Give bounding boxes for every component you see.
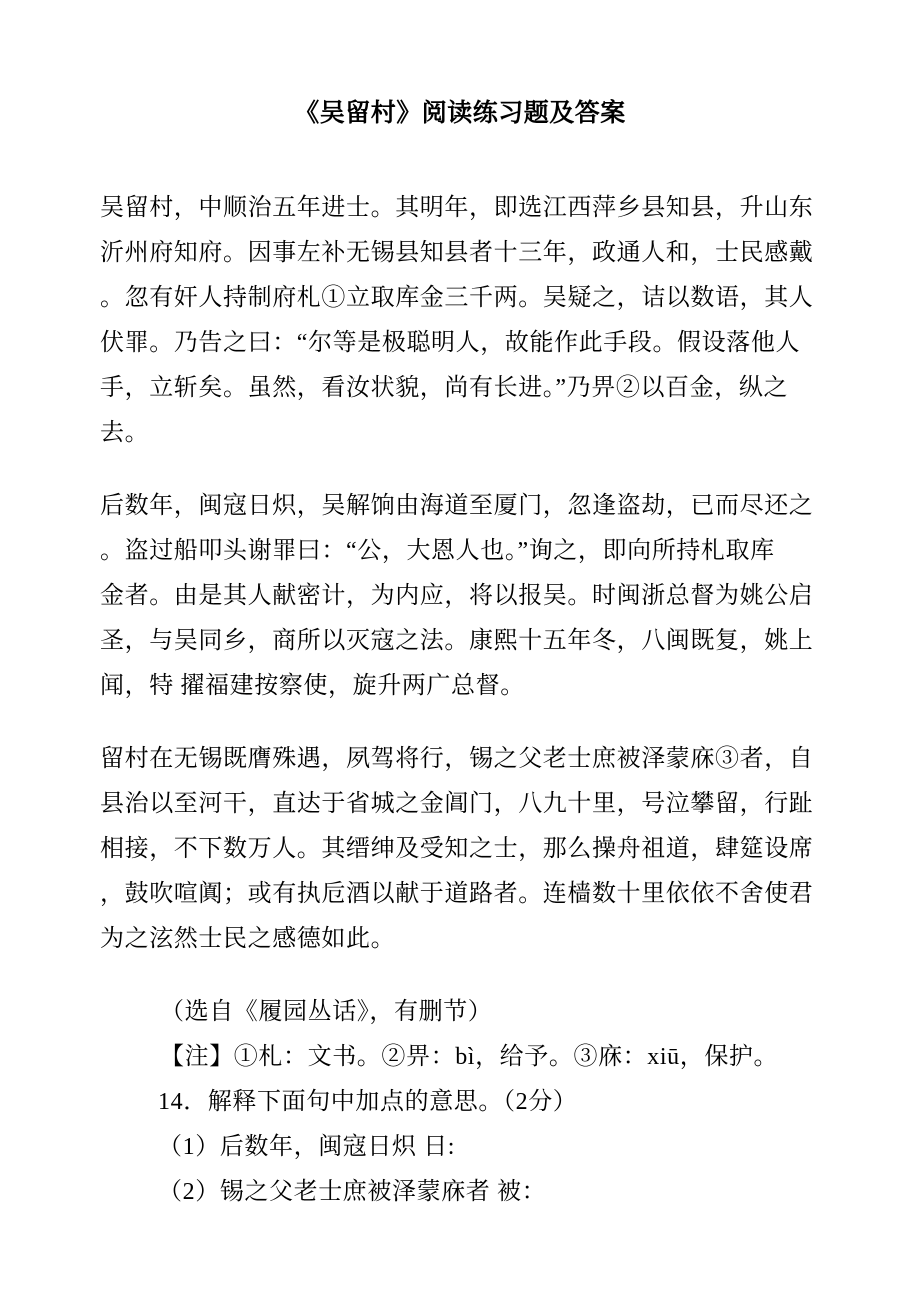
text-line: 伏罪。乃告之曰：“尔等是极聪明人，故能作此手段。假设落他人	[100, 330, 801, 356]
paragraph-1	[100, 186, 820, 456]
text-line: 相接，不下数万人。其缙绅及受知之士，那么操舟祖道，肆筵设席	[100, 836, 814, 862]
text-line: 。忽有奸人持制府札①立取库金三千两。吴疑之，诘以数语，其人	[100, 285, 814, 311]
text-line: 吴留村，中顺治五年进士。其明年，即选江西萍乡县知县，升山东	[100, 195, 814, 221]
text-line: 后数年，闽寇日炽，吴解饷由海道至厦门，忽逢盗劫，已而尽还之	[100, 493, 814, 519]
text-line: 沂州府知府。因事左补无锡县知县者十三年，政通人和，士民感戴	[100, 240, 814, 266]
paragraph-2	[100, 484, 820, 709]
page-title: 《吴留村》阅读练习题及答案	[294, 100, 626, 127]
question-14-sub-1: （1）后数年，闽寇日炽 日:	[158, 1134, 456, 1160]
paragraph-3	[100, 737, 820, 962]
question-14: 14．解释下面句中加点的意思。（2分）	[158, 1089, 578, 1115]
text-line: 。盗过船叩头谢罪曰：“公，大恩人也。”询之，即向所持札取库	[100, 538, 775, 564]
text-line: 圣，与吴同乡，商所以灭寇之法。康熙十五年冬，八闽既复，姚上	[100, 628, 814, 654]
text-line: 为之泫然士民之感德如此。	[100, 926, 396, 952]
text-line: 县治以至河干，直达于省城之金阊门，八九十里，号泣攀留，行趾	[100, 791, 814, 817]
question-14-sub-2: （2）锡之父老士庶被泽蒙庥者 被：	[158, 1179, 547, 1205]
text-line: ，鼓吹喧阗；或有执卮酒以献于道路者。连樯数十里依依不舍使君	[100, 881, 814, 907]
source-attribution: （选自《履园丛话》，有删节）	[160, 999, 493, 1025]
text-line: 留村在无锡既膺殊遇，夙驾将行，锡之父老士庶被泽蒙庥③者，自	[100, 746, 814, 772]
text-line: 手，立斩矣。虽然，看汝状貌，尚有长进。”乃畀②以百金，纵之	[100, 375, 789, 401]
annotation-note: 【注】①札：文书。②畀：bì，给予。③庥：xiū，保护。	[160, 1044, 779, 1070]
text-line: 闻，特 擢福建按察使，旋升两广总督。	[100, 673, 525, 699]
text-line: 去。	[100, 420, 150, 446]
text-line: 金者。由是其人献密计，为内应，将以报吴。时闽浙总督为姚公启	[100, 583, 814, 609]
